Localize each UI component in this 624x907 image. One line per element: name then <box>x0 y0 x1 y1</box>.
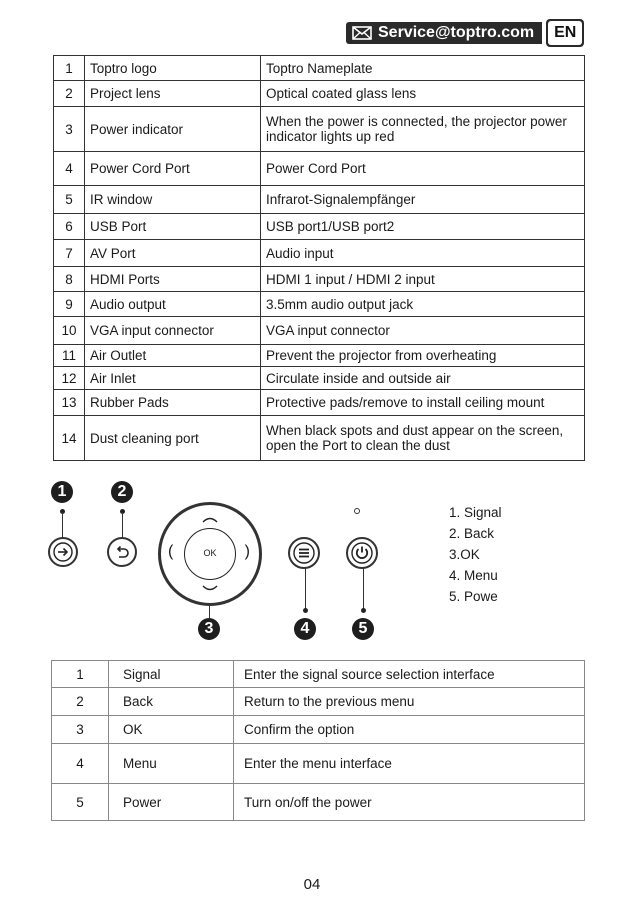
service-email: Service@toptro.com <box>378 24 535 41</box>
part-name: IR window <box>85 186 261 214</box>
dpad-ring[interactable] <box>158 502 262 606</box>
table-row <box>54 416 585 461</box>
table-row <box>54 345 585 367</box>
row-number: 11 <box>54 345 85 367</box>
part-description: When the power is connected, the projector power indicator lights up red <box>261 107 585 152</box>
part-description: Prevent the projector from overheating <box>261 345 585 367</box>
row-number: 3 <box>54 107 85 152</box>
part-name: AV Port <box>85 240 261 267</box>
table-row <box>52 688 585 716</box>
indicator-light <box>354 508 360 514</box>
row-number: 5 <box>52 784 109 821</box>
page-number: 04 <box>303 876 321 893</box>
part-description: Protective pads/remove to install ceiling mount <box>261 390 585 416</box>
key-description: Confirm the option <box>234 716 585 744</box>
part-description: Power Cord Port <box>261 152 585 186</box>
leader-dot <box>303 608 308 613</box>
back-return-icon <box>109 539 135 565</box>
row-number: 8 <box>54 267 85 292</box>
row-number: 1 <box>52 661 109 688</box>
row-number: 5 <box>54 186 85 214</box>
key-description: Turn on/off the power <box>234 784 585 821</box>
leader-line <box>363 568 364 610</box>
table-row <box>52 784 585 821</box>
part-name: Audio output <box>85 292 261 317</box>
envelope-icon <box>352 26 372 40</box>
row-number: 13 <box>54 390 85 416</box>
key-legend <box>449 502 502 607</box>
legend-item: 3.OK <box>449 547 480 562</box>
row-number: 12 <box>54 367 85 390</box>
back-button[interactable] <box>107 537 137 567</box>
row-number: 6 <box>54 214 85 240</box>
dpad-right[interactable]: ) <box>244 543 250 560</box>
parts-table <box>53 55 585 461</box>
part-description: When black spots and dust appear on the screen, open the Port to clean the dust <box>261 416 585 461</box>
row-number: 7 <box>54 240 85 267</box>
part-description: Infrarot-Signalempfänger <box>261 186 585 214</box>
part-name: Power indicator <box>85 107 261 152</box>
part-description: Optical coated glass lens <box>261 81 585 107</box>
part-name: USB Port <box>85 214 261 240</box>
row-number: 9 <box>54 292 85 317</box>
table-row <box>52 661 585 688</box>
table-row <box>54 107 585 152</box>
table-row <box>54 267 585 292</box>
key-name: Signal <box>109 661 234 688</box>
part-description: 3.5mm audio output jack <box>261 292 585 317</box>
row-number: 3 <box>52 716 109 744</box>
signal-input-icon <box>50 539 76 565</box>
legend-item: 2. Back <box>449 526 495 541</box>
row-number: 4 <box>54 152 85 186</box>
menu-button[interactable] <box>288 537 320 569</box>
language-badge[interactable] <box>546 19 584 47</box>
table-row <box>54 367 585 390</box>
part-name: Air Outlet <box>85 345 261 367</box>
menu-icon <box>290 539 318 567</box>
keys-table <box>51 660 585 821</box>
table-row <box>54 152 585 186</box>
key-name: Menu <box>109 744 234 784</box>
leader-line <box>62 512 63 538</box>
part-description: USB port1/USB port2 <box>261 214 585 240</box>
part-name: Power Cord Port <box>85 152 261 186</box>
callout-3: 3 <box>198 618 220 640</box>
signal-button[interactable] <box>48 537 78 567</box>
ok-button[interactable] <box>184 528 236 580</box>
leader-dot <box>361 608 366 613</box>
part-name: VGA input connector <box>85 317 261 345</box>
table-row <box>54 317 585 345</box>
row-number: 10 <box>54 317 85 345</box>
table-row <box>54 390 585 416</box>
table-row <box>54 81 585 107</box>
callout-2: 2 <box>111 481 133 503</box>
service-header <box>346 20 584 46</box>
part-description: Audio input <box>261 240 585 267</box>
part-description: Circulate inside and outside air <box>261 367 585 390</box>
row-number: 1 <box>54 56 85 81</box>
power-icon <box>348 539 376 567</box>
callout-5: 5 <box>352 618 374 640</box>
dpad-up-arrow-icon[interactable] <box>200 515 220 523</box>
part-description: VGA input connector <box>261 317 585 345</box>
service-email-badge[interactable] <box>346 22 542 44</box>
row-number: 2 <box>52 688 109 716</box>
row-number: 14 <box>54 416 85 461</box>
key-name: Power <box>109 784 234 821</box>
table-row <box>54 240 585 267</box>
table-row <box>54 292 585 317</box>
part-description: Toptro Nameplate <box>261 56 585 81</box>
key-name: Back <box>109 688 234 716</box>
key-name: OK <box>109 716 234 744</box>
legend-item: 5. Powe <box>449 589 498 604</box>
row-number: 2 <box>54 81 85 107</box>
legend-item: 1. Signal <box>449 505 502 520</box>
ok-label: OK <box>203 548 217 558</box>
power-button[interactable] <box>346 537 378 569</box>
part-name: Toptro logo <box>85 56 261 81</box>
key-description: Enter the signal source selection interface <box>234 661 585 688</box>
leader-line <box>122 512 123 538</box>
leader-line <box>305 568 306 610</box>
key-description: Enter the menu interface <box>234 744 585 784</box>
table-row <box>52 744 585 784</box>
row-number: 4 <box>52 744 109 784</box>
legend-item: 4. Menu <box>449 568 498 583</box>
key-description: Return to the previous menu <box>234 688 585 716</box>
table-row <box>54 214 585 240</box>
callout-4: 4 <box>294 618 316 640</box>
table-row <box>54 186 585 214</box>
callout-1: 1 <box>51 481 73 503</box>
part-name: HDMI Ports <box>85 267 261 292</box>
dpad-left[interactable]: ( <box>168 543 174 560</box>
keypad-diagram <box>40 478 520 648</box>
dpad-down-arrow-icon[interactable] <box>200 585 220 593</box>
part-name: Project lens <box>85 81 261 107</box>
part-name: Dust cleaning port <box>85 416 261 461</box>
part-description: HDMI 1 input / HDMI 2 input <box>261 267 585 292</box>
language-code: EN <box>548 21 582 45</box>
table-row <box>52 716 585 744</box>
part-name: Air Inlet <box>85 367 261 390</box>
part-name: Rubber Pads <box>85 390 261 416</box>
table-row <box>54 56 585 81</box>
